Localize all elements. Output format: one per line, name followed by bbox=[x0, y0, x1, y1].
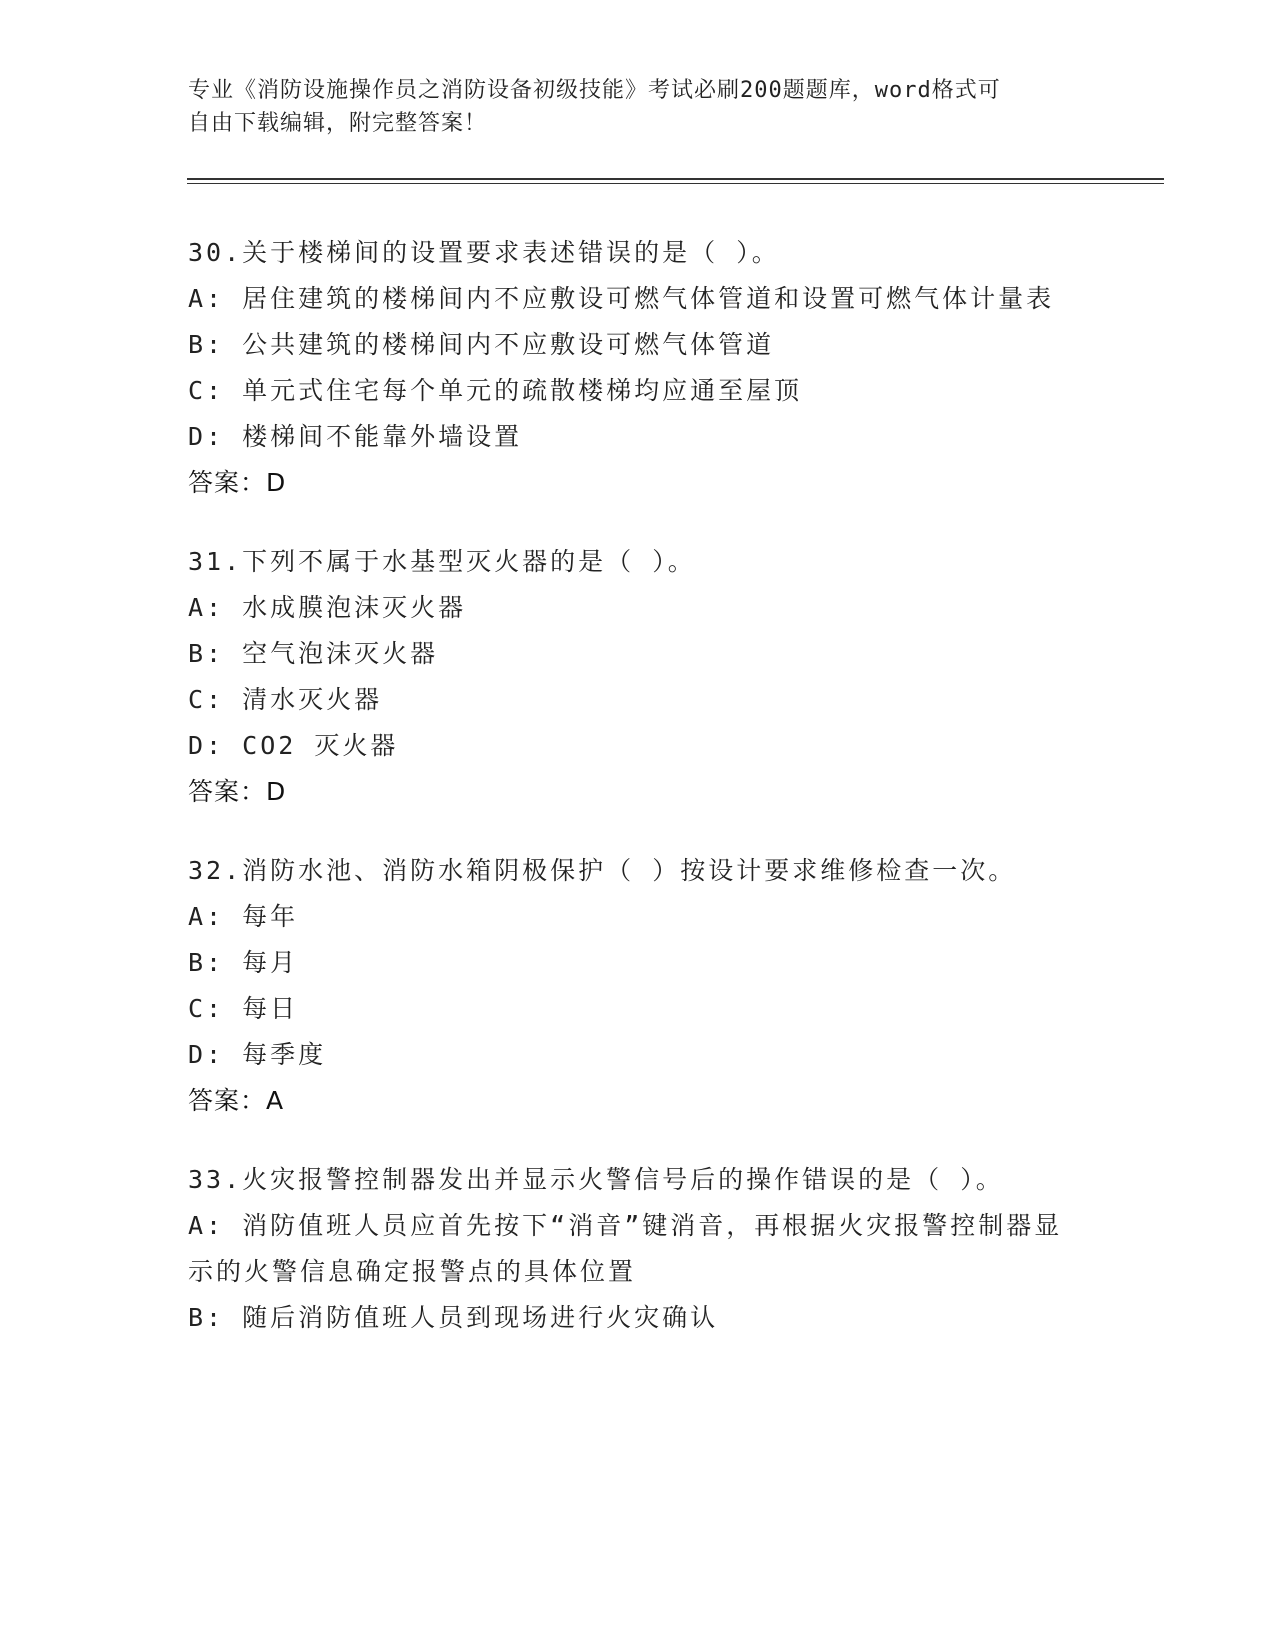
option-d: D: CO2 灭火器 bbox=[188, 731, 399, 760]
answer-line: 答案：D bbox=[188, 777, 287, 806]
option-a: A: 水成膜泡沫灭火器 bbox=[188, 593, 467, 622]
option-d: D: 每季度 bbox=[188, 1040, 327, 1069]
option-d: D: 楼梯间不能靠外墙设置 bbox=[188, 422, 523, 451]
document-header bbox=[188, 74, 1068, 140]
header-divider-thick bbox=[187, 178, 1164, 180]
question-list bbox=[188, 230, 1148, 1374]
header-line-1: 专业《消防设施操作员之消防设备初级技能》考试必刷200题题库，word格式可 bbox=[188, 78, 1001, 103]
option-c: C: 每日 bbox=[188, 994, 299, 1023]
question-stem: 32.消防水池、消防水箱阴极保护（ ）按设计要求维修检查一次。 bbox=[188, 856, 1017, 885]
option-a: A: 消防值班人员应首先按下“消音”键消音，再根据火灾报警控制器显示的火警信息确定报警点的具体位置 bbox=[188, 1211, 1063, 1286]
option-a: A: 居住建筑的楼梯间内不应敷设可燃气体管道和设置可燃气体计量表 bbox=[188, 284, 1055, 313]
question-31 bbox=[188, 539, 1148, 815]
header-line-2: 自由下载编辑，附完整答案！ bbox=[188, 111, 488, 136]
question-30 bbox=[188, 230, 1148, 506]
answer-line: 答案：D bbox=[188, 468, 287, 497]
option-b: B: 随后消防值班人员到现场进行火灾确认 bbox=[188, 1303, 719, 1332]
question-stem: 33.火灾报警控制器发出并显示火警信号后的操作错误的是（ ）。 bbox=[188, 1165, 1004, 1194]
option-c: C: 单元式住宅每个单元的疏散楼梯均应通至屋顶 bbox=[188, 376, 803, 405]
question-stem: 30.关于楼梯间的设置要求表述错误的是（ ）。 bbox=[188, 238, 780, 267]
question-33 bbox=[188, 1157, 1148, 1341]
header-divider-thin bbox=[187, 183, 1164, 184]
option-a: A: 每年 bbox=[188, 902, 299, 931]
option-b: B: 空气泡沫灭火器 bbox=[188, 639, 439, 668]
question-32 bbox=[188, 848, 1148, 1124]
question-stem: 31.下列不属于水基型灭火器的是（ ）。 bbox=[188, 547, 696, 576]
option-b: B: 公共建筑的楼梯间内不应敷设可燃气体管道 bbox=[188, 330, 775, 359]
option-c: C: 清水灭火器 bbox=[188, 685, 383, 714]
option-b: B: 每月 bbox=[188, 948, 299, 977]
answer-line: 答案：A bbox=[188, 1086, 285, 1115]
